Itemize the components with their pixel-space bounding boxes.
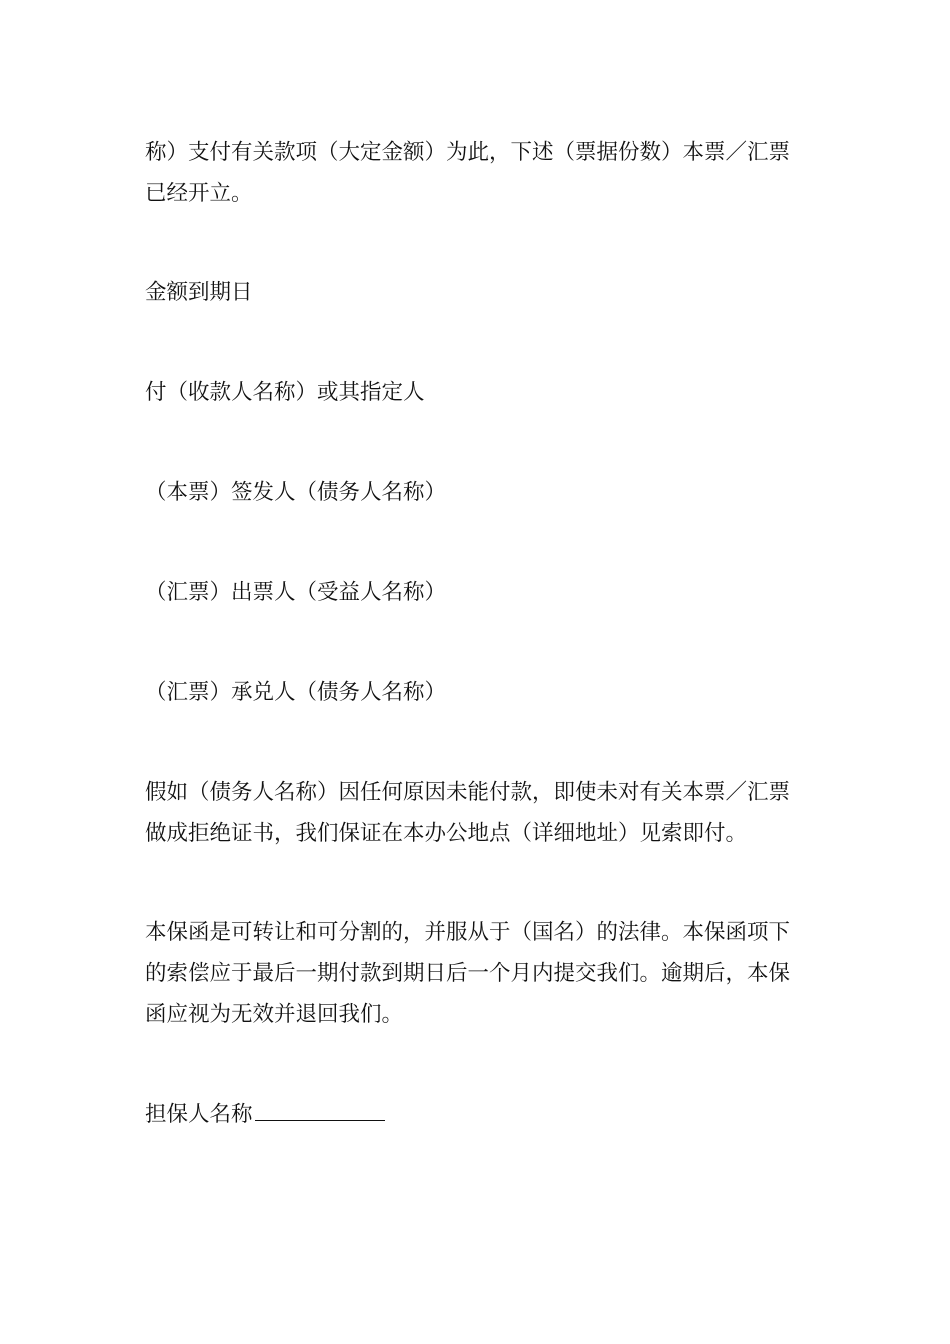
paragraph-transferability: 本保函是可转让和可分割的，并服从于（国名）的法律。本保函项下的索偿应于最后一期付款到期日后一个月内提交我们。逾期后，本保函应视为无效并退回我们。 [145, 920, 791, 1027]
document-body [145, 132, 807, 1193]
paragraph-guarantee-payment: 假如（债务人名称）因任何原因未能付款，即使未对有关本票／汇票做成拒绝证书，我们保证在本办公地点（详细地址）见索即付。 [145, 780, 791, 846]
signature-line [145, 1093, 807, 1135]
paragraph-note-issuer: （本票）签发人（债务人名称） [145, 480, 447, 505]
paragraph-payee: 付（收款人名称）或其指定人 [145, 380, 425, 405]
paragraph-bill-drawer: （汇票）出票人（受益人名称） [145, 580, 447, 605]
signature-blank [255, 1093, 385, 1121]
signature-label: 担保人名称 [145, 1102, 253, 1127]
paragraph-bill-acceptor: （汇票）承兑人（债务人名称） [145, 680, 447, 705]
paragraph-continuation: 称）支付有关款项（大定金额）为此，下述（票据份数）本票／汇票已经开立。 [145, 140, 791, 206]
paragraph-amount-due-date: 金额到期日 [145, 280, 253, 305]
